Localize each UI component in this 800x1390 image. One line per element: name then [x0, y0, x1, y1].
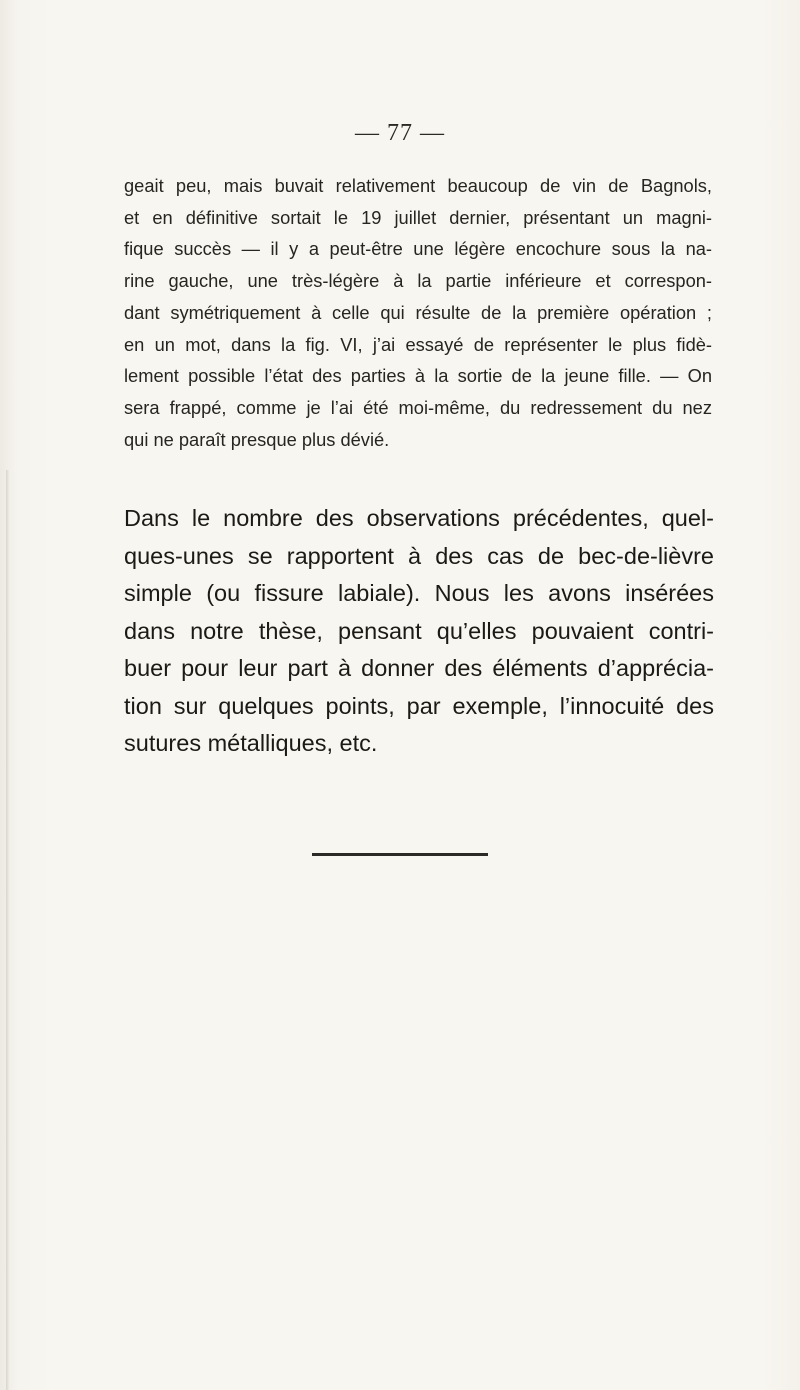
text-line: geait peu, mais buvait relativement beaucoup de vin de Bagnols, [124, 175, 712, 196]
text-line: tion sur quelques points, par exemple, l’innocuité des [124, 692, 714, 719]
binding-edge [6, 470, 9, 1390]
text-line: dans notre thèse, pensant qu’elles pouvaient contri- [124, 617, 714, 644]
text-line: sutures métalliques, etc. [124, 730, 378, 756]
text-line: buer pour leur part à donner des éléments d’apprécia- [124, 655, 714, 681]
page-number: — 77 — [355, 120, 445, 146]
text-line: sera frappé, comme je l’ai été moi-même, du redressement du nez [124, 396, 712, 418]
section-divider [312, 853, 488, 856]
text-line: ques-unes se rapportent à des cas de bec-de-lièvre [124, 542, 714, 569]
text-line: rine gauche, une très-légère à la partie inférieure et correspon- [124, 270, 712, 292]
text-line: en un mot, dans la fig. VI, j’ai essayé de représenter le plus fidè- [124, 333, 712, 355]
text-line: dant symétriquement à celle qui résulte de la première opération ; [124, 301, 712, 323]
text-line: lement possible l’état des parties à la sortie de la jeune fille. — On [124, 365, 712, 387]
text-line: fique succès — il y a peut-être une légère encochure sous la na- [124, 238, 712, 260]
text-line: simple (ou fissure labiale). Nous les avons insérées [124, 580, 714, 606]
paragraph-observation-end [124, 170, 712, 455]
text-line: Dans le nombre des observations précédentes, quel- [124, 505, 714, 531]
text-line: qui ne paraît presque plus dévié. [124, 428, 390, 450]
paragraph-conclusion [124, 500, 714, 763]
text-line: et en définitive sortait le 19 juillet dernier, présentant un magni- [124, 206, 712, 228]
